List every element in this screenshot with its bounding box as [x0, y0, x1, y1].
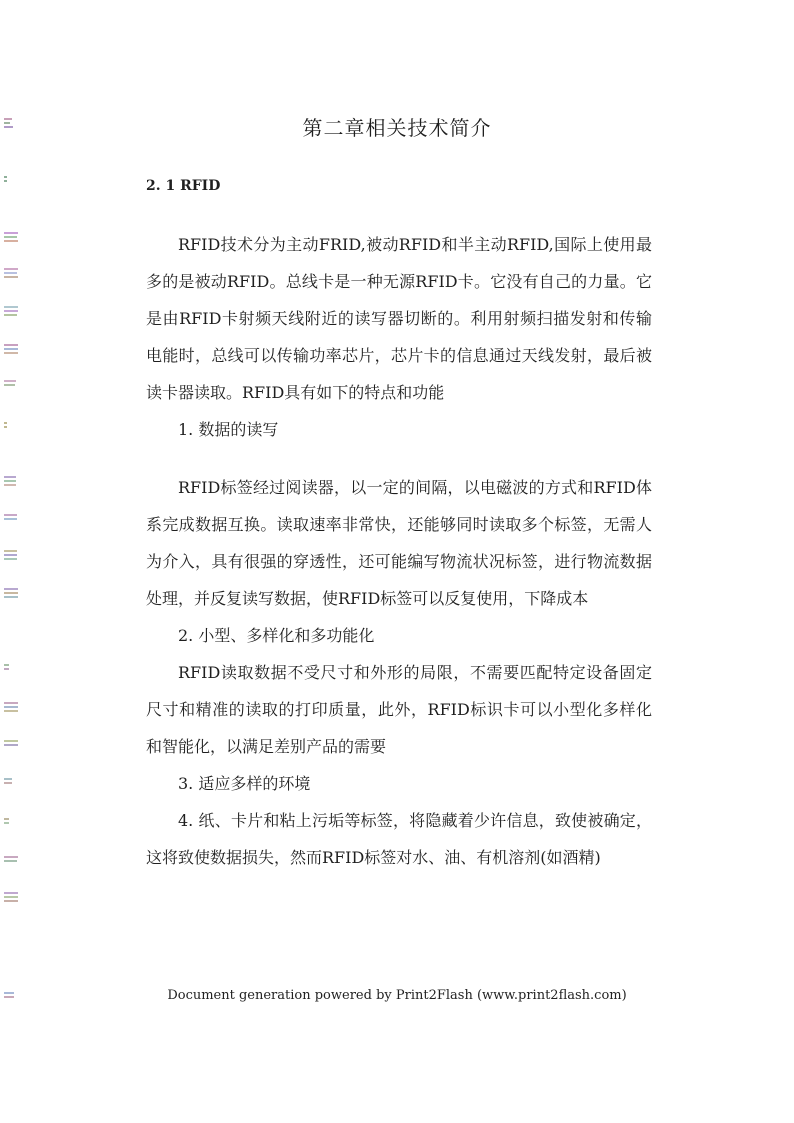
margin-artifact: [4, 268, 22, 282]
paragraph: RFID读取数据不受尺寸和外形的局限，不需要匹配特定设备固定尺寸和精准的读取的打印质量，此外，RFID标识卡可以小型化多样化和智能化，以满足差别产品的需要: [146, 663, 652, 756]
margin-artifact: [4, 344, 22, 358]
margin-artifact: [4, 892, 22, 906]
margin-artifact: [4, 380, 22, 394]
margin-artifact: [4, 306, 22, 320]
margin-artifact: [4, 702, 22, 716]
list-item: 3. 适应多样的环境: [178, 774, 311, 793]
margin-artifact: [4, 422, 22, 436]
margin-artifact: [4, 664, 22, 678]
margin-artifact: [4, 740, 22, 754]
margin-artifact: [4, 818, 22, 832]
list-item: 1. 数据的读写: [178, 420, 279, 439]
margin-artifact: [4, 856, 22, 870]
margin-artifact: [4, 476, 22, 490]
paragraph: 4. 纸、卡片和粘上污垢等标签，将隐藏着少许信息，致使被确定，这将致使数据损失，然而RFID标签对水、油、有机溶剂(如酒精): [146, 811, 652, 867]
margin-artifact: [4, 232, 22, 246]
paragraph: RFID技术分为主动FRID,被动RFID和半主动RFID,国际上使用最多的是被动RFID。总线卡是一种无源RFID卡。它没有自己的力量。它是由RFID卡射频天线附近的读写器切断的。利用射频扫描发射和传输电能时，总线可以传输功率芯片，芯片卡的信息通过天线发射，最后被读卡器读取。RFID具有如下的特点和功能: [146, 235, 652, 402]
section-heading: 2. 1 RFID: [146, 178, 221, 194]
margin-artifact: [4, 550, 22, 564]
margin-artifact: [4, 778, 22, 792]
paragraph: RFID标签经过阅读器，以一定的间隔，以电磁波的方式和RFID体系完成数据互换。读取速率非常快，还能够同时读取多个标签，无需人为介入，具有很强的穿透性，还可能编写物流状况标签，进行物流数据处理，并反复读写数据，使RFID标签可以反复使用，下降成本: [146, 478, 652, 608]
margin-artifact: [4, 588, 22, 602]
chapter-title: 第二章相关技术简介: [302, 116, 492, 140]
body-text: [146, 226, 652, 876]
margin-artifact: [4, 176, 22, 190]
list-item: 2. 小型、多样化和多功能化: [178, 626, 375, 645]
margin-artifact: [4, 514, 22, 528]
page-footer: Document generation powered by Print2Flash (www.print2flash.com): [167, 988, 627, 1003]
